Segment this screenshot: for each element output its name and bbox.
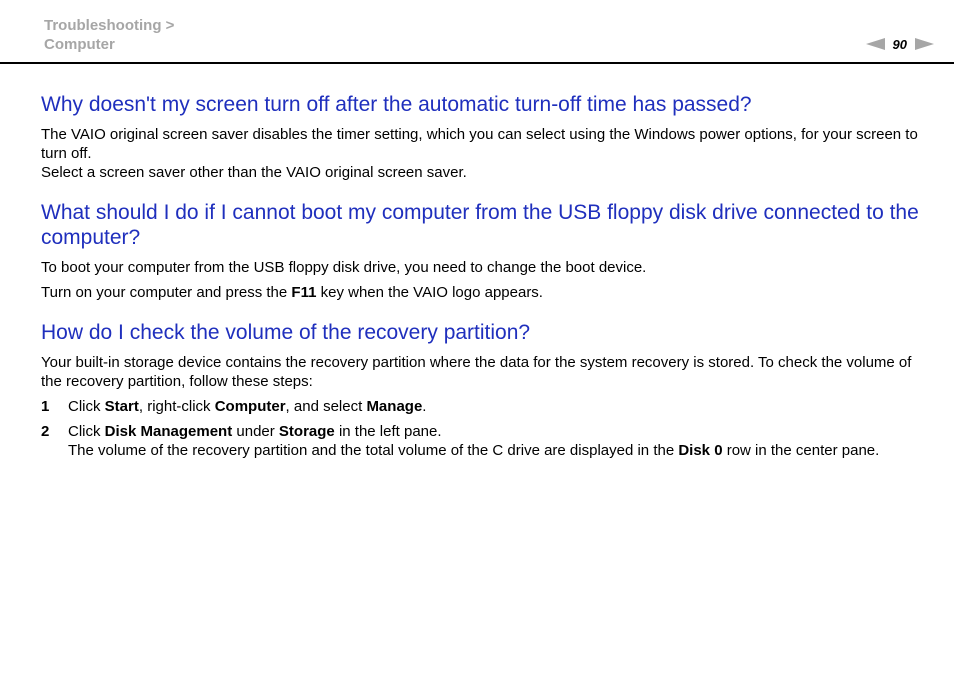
- section-heading: What should I do if I cannot boot my computer from the USB floppy disk drive connected to the computer?: [41, 201, 919, 249]
- step-item: [41, 397, 931, 416]
- step-number: 2: [41, 423, 50, 440]
- text: row in the center pane.: [722, 442, 880, 459]
- paragraph: Select a screen saver other than the VAIO original screen saver.: [41, 164, 467, 181]
- section-usb-floppy-boot: [41, 200, 931, 302]
- text: .: [422, 398, 427, 415]
- page-number: 90: [892, 36, 907, 52]
- ui-term: Manage: [366, 398, 423, 415]
- breadcrumb-current: Computer: [44, 36, 115, 53]
- ui-term: Disk Management: [104, 423, 233, 440]
- section-heading: How do I check the volume of the recovery partition?: [41, 321, 531, 344]
- section-screen-turn-off: [41, 92, 931, 182]
- step-text: [68, 422, 931, 460]
- page-navigator: [866, 36, 934, 52]
- section-recovery-partition: [41, 320, 931, 460]
- text: The volume of the recovery partition and the total volume of the C drive are displayed in the: [68, 442, 679, 459]
- step-line: [68, 422, 931, 441]
- text: Click: [68, 423, 105, 440]
- page-header: [0, 0, 954, 64]
- paragraph: [41, 283, 931, 302]
- previous-page-arrow-icon[interactable]: [866, 38, 885, 50]
- breadcrumb-parent[interactable]: Troubleshooting >: [44, 17, 175, 34]
- page-content: [41, 92, 931, 460]
- ui-term: Storage: [278, 423, 335, 440]
- paragraph: The VAIO original screen saver disables the timer setting, which you can select using the Windows power options, for your screen to turn off.: [41, 126, 918, 162]
- ui-term: Disk 0: [678, 442, 723, 459]
- text: , and select: [285, 398, 367, 415]
- key-name: F11: [291, 284, 317, 301]
- step-number: 1: [41, 398, 50, 415]
- text: , right-click: [138, 398, 215, 415]
- ui-term: Computer: [214, 398, 286, 415]
- section-heading: Why doesn't my screen turn off after the automatic turn-off time has passed?: [41, 93, 752, 116]
- paragraph: Your built-in storage device contains the recovery partition where the data for the system recovery is stored. To check the volume of the recovery partition, follow these steps:: [41, 354, 912, 390]
- ui-term: Start: [104, 398, 139, 415]
- text: Click: [68, 398, 105, 415]
- next-page-arrow-icon[interactable]: [915, 38, 934, 50]
- text: under: [232, 423, 279, 440]
- header-divider: [0, 62, 954, 64]
- text: Turn on your computer and press the: [41, 284, 292, 301]
- text: in the left pane.: [334, 423, 442, 440]
- step-text: [68, 397, 931, 416]
- text: key when the VAIO logo appears.: [316, 284, 543, 301]
- step-item: [41, 422, 931, 460]
- paragraph: To boot your computer from the USB floppy disk drive, you need to change the boot device.: [41, 259, 647, 276]
- step-line: [68, 441, 931, 460]
- breadcrumb: [44, 16, 174, 54]
